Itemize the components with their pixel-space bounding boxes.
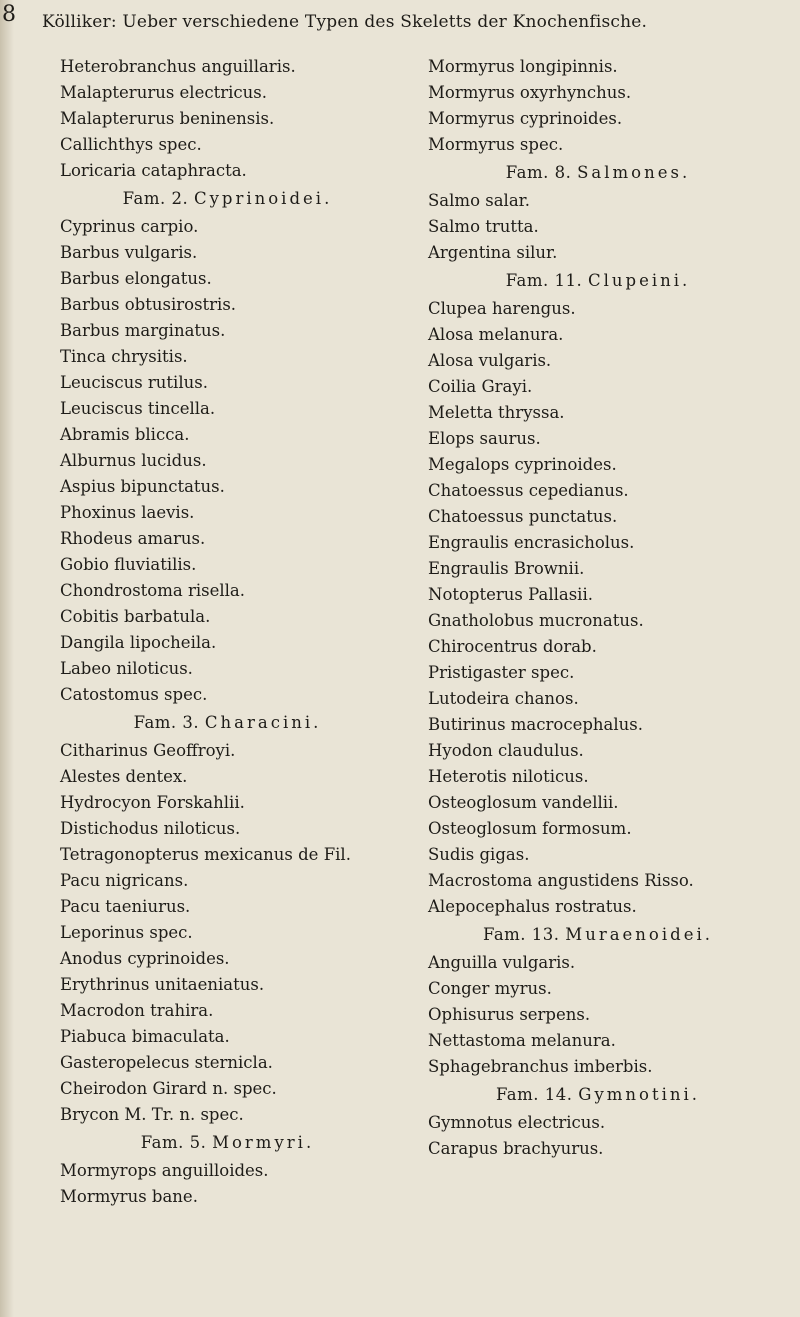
species-entry: Nettastoma melanura. xyxy=(428,1031,616,1050)
species-entry: Alepocephalus rostratus. xyxy=(428,897,637,916)
species-entry: Cheirodon Girard n. spec. xyxy=(60,1079,277,1098)
species-entry: Coilia Grayi. xyxy=(428,377,533,396)
species-entry: Heterotis niloticus. xyxy=(428,767,589,786)
family-number: Fam. 8. xyxy=(505,163,572,182)
binding-shadow xyxy=(0,0,17,1317)
family-name: Gymnotini. xyxy=(578,1085,701,1104)
species-entry: Mormyrus bane. xyxy=(60,1187,198,1206)
species-entry: Leuciscus tincella. xyxy=(60,399,216,418)
species-entry: Tinca chrysitis. xyxy=(60,347,188,366)
species-entry: Alburnus lucidus. xyxy=(60,451,207,470)
species-entry: Alosa melanura. xyxy=(428,325,564,344)
family-name: Salmones. xyxy=(577,163,691,182)
species-entry: Sphagebranchus imberbis. xyxy=(428,1057,653,1076)
species-entry: Catostomus spec. xyxy=(60,685,208,704)
species-entry: Chondrostoma risella. xyxy=(60,581,245,600)
family-heading xyxy=(60,184,395,214)
family-heading xyxy=(428,158,768,188)
species-entry: Citharinus Geoffroyi. xyxy=(60,741,236,760)
species-entry: Megalops cyprinoides. xyxy=(428,455,617,474)
family-number: Fam. 2. xyxy=(122,189,189,208)
species-entry: Gobio fluviatilis. xyxy=(60,555,197,574)
species-entry: Pacu taeniurus. xyxy=(60,897,191,916)
species-entry: Carapus brachyurus. xyxy=(428,1139,604,1158)
species-entry: Callichthys spec. xyxy=(60,135,202,154)
family-name: Cyprinoidei. xyxy=(193,189,333,208)
species-entry: Salmo salar. xyxy=(428,191,530,210)
species-entry: Macrostoma angustidens Risso. xyxy=(428,871,694,890)
family-name: Mormyri. xyxy=(212,1133,315,1152)
species-entry: Chirocentrus dorab. xyxy=(428,637,597,656)
species-entry: Leporinus spec. xyxy=(60,923,193,942)
family-number: Fam. 11. xyxy=(505,271,583,290)
species-entry: Conger myrus. xyxy=(428,979,552,998)
species-entry: Malapterurus electricus. xyxy=(60,83,267,102)
species-entry: Gnatholobus mucronatus. xyxy=(428,611,644,630)
species-entry: Anodus cyprinoides. xyxy=(60,949,230,968)
species-entry: Anguilla vulgaris. xyxy=(428,953,576,972)
family-heading xyxy=(428,920,768,950)
left-column xyxy=(60,54,395,1210)
right-column xyxy=(428,54,768,1162)
species-entry: Phoxinus laevis. xyxy=(60,503,195,522)
species-entry: Mormyrus oxyrhynchus. xyxy=(428,83,632,102)
species-entry: Meletta thryssa. xyxy=(428,403,565,422)
species-entry: Dangila lipocheila. xyxy=(60,633,217,652)
species-entry: Osteoglosum formosum. xyxy=(428,819,632,838)
page-header xyxy=(0,0,800,40)
family-heading xyxy=(60,708,395,738)
species-entry: Loricaria cataphracta. xyxy=(60,161,247,180)
family-number: Fam. 13. xyxy=(483,925,560,944)
species-entry: Heterobranchus anguillaris. xyxy=(60,57,296,76)
species-entry: Cyprinus carpio. xyxy=(60,217,199,236)
species-entry: Gasteropelecus sternicla. xyxy=(60,1053,273,1072)
family-name: Clupeini. xyxy=(588,271,691,290)
species-entry: Mormyrops anguilloides. xyxy=(60,1161,269,1180)
species-entry: Salmo trutta. xyxy=(428,217,539,236)
species-entry: Barbus vulgaris. xyxy=(60,243,198,262)
species-entry: Tetragonopterus mexicanus de Fil. xyxy=(60,845,351,864)
species-entry: Gymnotus electricus. xyxy=(428,1113,606,1132)
species-entry: Ophisurus serpens. xyxy=(428,1005,591,1024)
species-entry: Leuciscus rutilus. xyxy=(60,373,208,392)
family-number: Fam. 14. xyxy=(495,1085,573,1104)
species-entry: Macrodon trahira. xyxy=(60,1001,214,1020)
species-entry: Pristigaster spec. xyxy=(428,663,575,682)
species-entry: Argentina silur. xyxy=(428,243,558,262)
species-entry: Sudis gigas. xyxy=(428,845,530,864)
species-entry: Erythrinus unitaeniatus. xyxy=(60,975,265,994)
family-name: Characini. xyxy=(204,713,322,732)
species-entry: Barbus marginatus. xyxy=(60,321,226,340)
species-entry: Osteoglosum vandellii. xyxy=(428,793,619,812)
species-entry: Hydrocyon Forskahlii. xyxy=(60,793,245,812)
species-entry: Mormyrus longipinnis. xyxy=(428,57,618,76)
species-entry: Lutodeira chanos. xyxy=(428,689,579,708)
running-title: Kölliker: Ueber verschiedene Typen des Skeletts der Knochenfische. xyxy=(42,12,648,32)
species-entry: Barbus obtusirostris. xyxy=(60,295,237,314)
family-name: Muraenoidei. xyxy=(565,925,713,944)
species-entry: Chatoessus punctatus. xyxy=(428,507,618,526)
species-entry: Mormyrus spec. xyxy=(428,135,564,154)
species-entry: Barbus elongatus. xyxy=(60,269,212,288)
species-entry: Clupea harengus. xyxy=(428,299,576,318)
page-number: 8 xyxy=(2,2,17,27)
species-entry: Engraulis encrasicholus. xyxy=(428,533,635,552)
family-heading xyxy=(428,266,768,296)
species-entry: Elops saurus. xyxy=(428,429,541,448)
species-entry: Mormyrus cyprinoides. xyxy=(428,109,623,128)
species-entry: Malapterurus beninensis. xyxy=(60,109,275,128)
species-entry: Butirinus macrocephalus. xyxy=(428,715,643,734)
species-entry: Brycon M. Tr. n. spec. xyxy=(60,1105,244,1124)
species-entry: Labeo niloticus. xyxy=(60,659,193,678)
species-entry: Engraulis Brownii. xyxy=(428,559,585,578)
species-entry: Aspius bipunctatus. xyxy=(60,477,225,496)
species-entry: Rhodeus amarus. xyxy=(60,529,206,548)
family-number: Fam. 3. xyxy=(133,713,200,732)
species-entry: Hyodon claudulus. xyxy=(428,741,584,760)
family-heading xyxy=(428,1080,768,1110)
family-number: Fam. 5. xyxy=(140,1133,207,1152)
species-entry: Pacu nigricans. xyxy=(60,871,189,890)
species-entry: Abramis blicca. xyxy=(60,425,190,444)
species-entry: Cobitis barbatula. xyxy=(60,607,211,626)
species-entry: Alestes dentex. xyxy=(60,767,188,786)
species-entry: Alosa vulgaris. xyxy=(428,351,552,370)
species-entry: Distichodus niloticus. xyxy=(60,819,241,838)
species-entry: Notopterus Pallasii. xyxy=(428,585,593,604)
species-entry: Piabuca bimaculata. xyxy=(60,1027,230,1046)
species-entry: Chatoessus cepedianus. xyxy=(428,481,629,500)
family-heading xyxy=(60,1128,395,1158)
